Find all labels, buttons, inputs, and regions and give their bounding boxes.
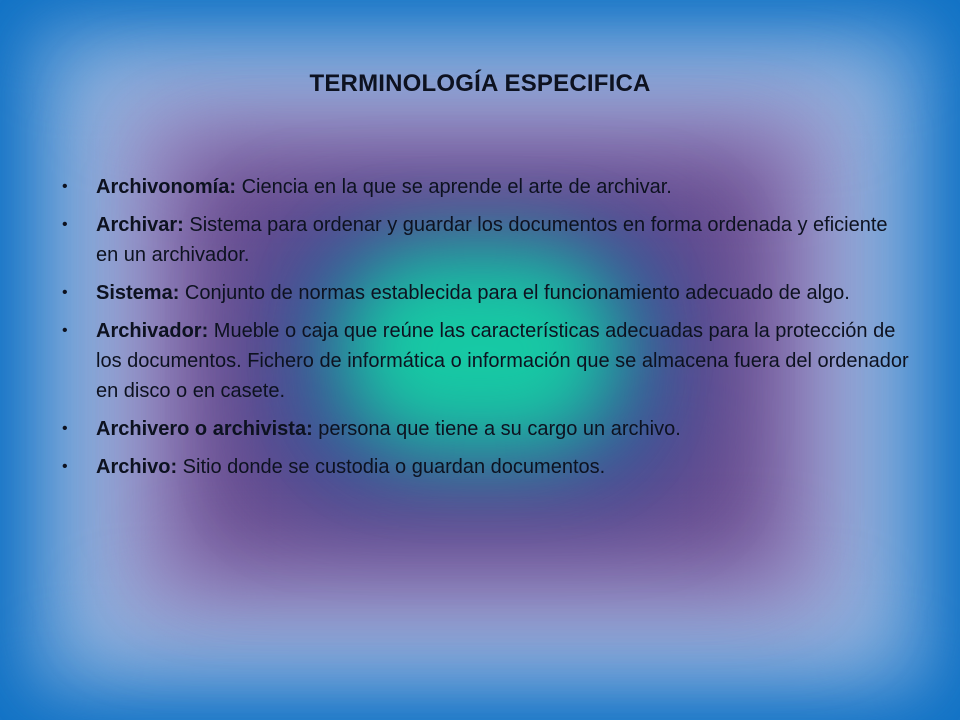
list-item-archivador (62, 316, 912, 406)
term-definition: Sitio donde se custodia o guardan documentos. (177, 456, 606, 478)
bullet-icon: • (62, 284, 68, 301)
list-item-archivero (62, 414, 912, 444)
term-label: Archivador: (96, 320, 209, 342)
term-definition: Sistema para ordenar y guardar los documentos en forma ordenada y eficiente en un archivador. (96, 214, 888, 266)
terminology-list (62, 172, 912, 490)
term-definition: Mueble o caja que reúne las características adecuadas para la protección de los documentos. Fichero de informática o información que se almacena fuera del ordenador en disco o en casete. (96, 320, 909, 402)
term-definition: persona que tiene a su cargo un archivo. (312, 418, 681, 440)
bullet-icon: • (62, 178, 68, 195)
slide-title: TERMINOLOGÍA ESPECIFICA (309, 70, 651, 97)
bullet-icon: • (62, 322, 68, 339)
term-label: Archivo: (96, 456, 178, 478)
bullet-icon: • (62, 420, 68, 437)
term-label: Archivero o archivista: (96, 418, 313, 440)
term-label: Archivonomía: (96, 176, 237, 198)
term-label: Archivar: (96, 214, 184, 236)
term-definition: Conjunto de normas establecida para el funcionamiento adecuado de algo. (179, 282, 850, 304)
bullet-icon: • (62, 458, 68, 475)
term-label: Sistema: (96, 282, 180, 304)
bullet-icon: • (62, 216, 68, 233)
list-item-archivar (62, 210, 912, 270)
list-item-archivo (62, 452, 912, 482)
term-definition: Ciencia en la que se aprende el arte de archivar. (236, 176, 672, 198)
list-item-archivonomia (62, 172, 912, 202)
list-item-sistema (62, 278, 912, 308)
